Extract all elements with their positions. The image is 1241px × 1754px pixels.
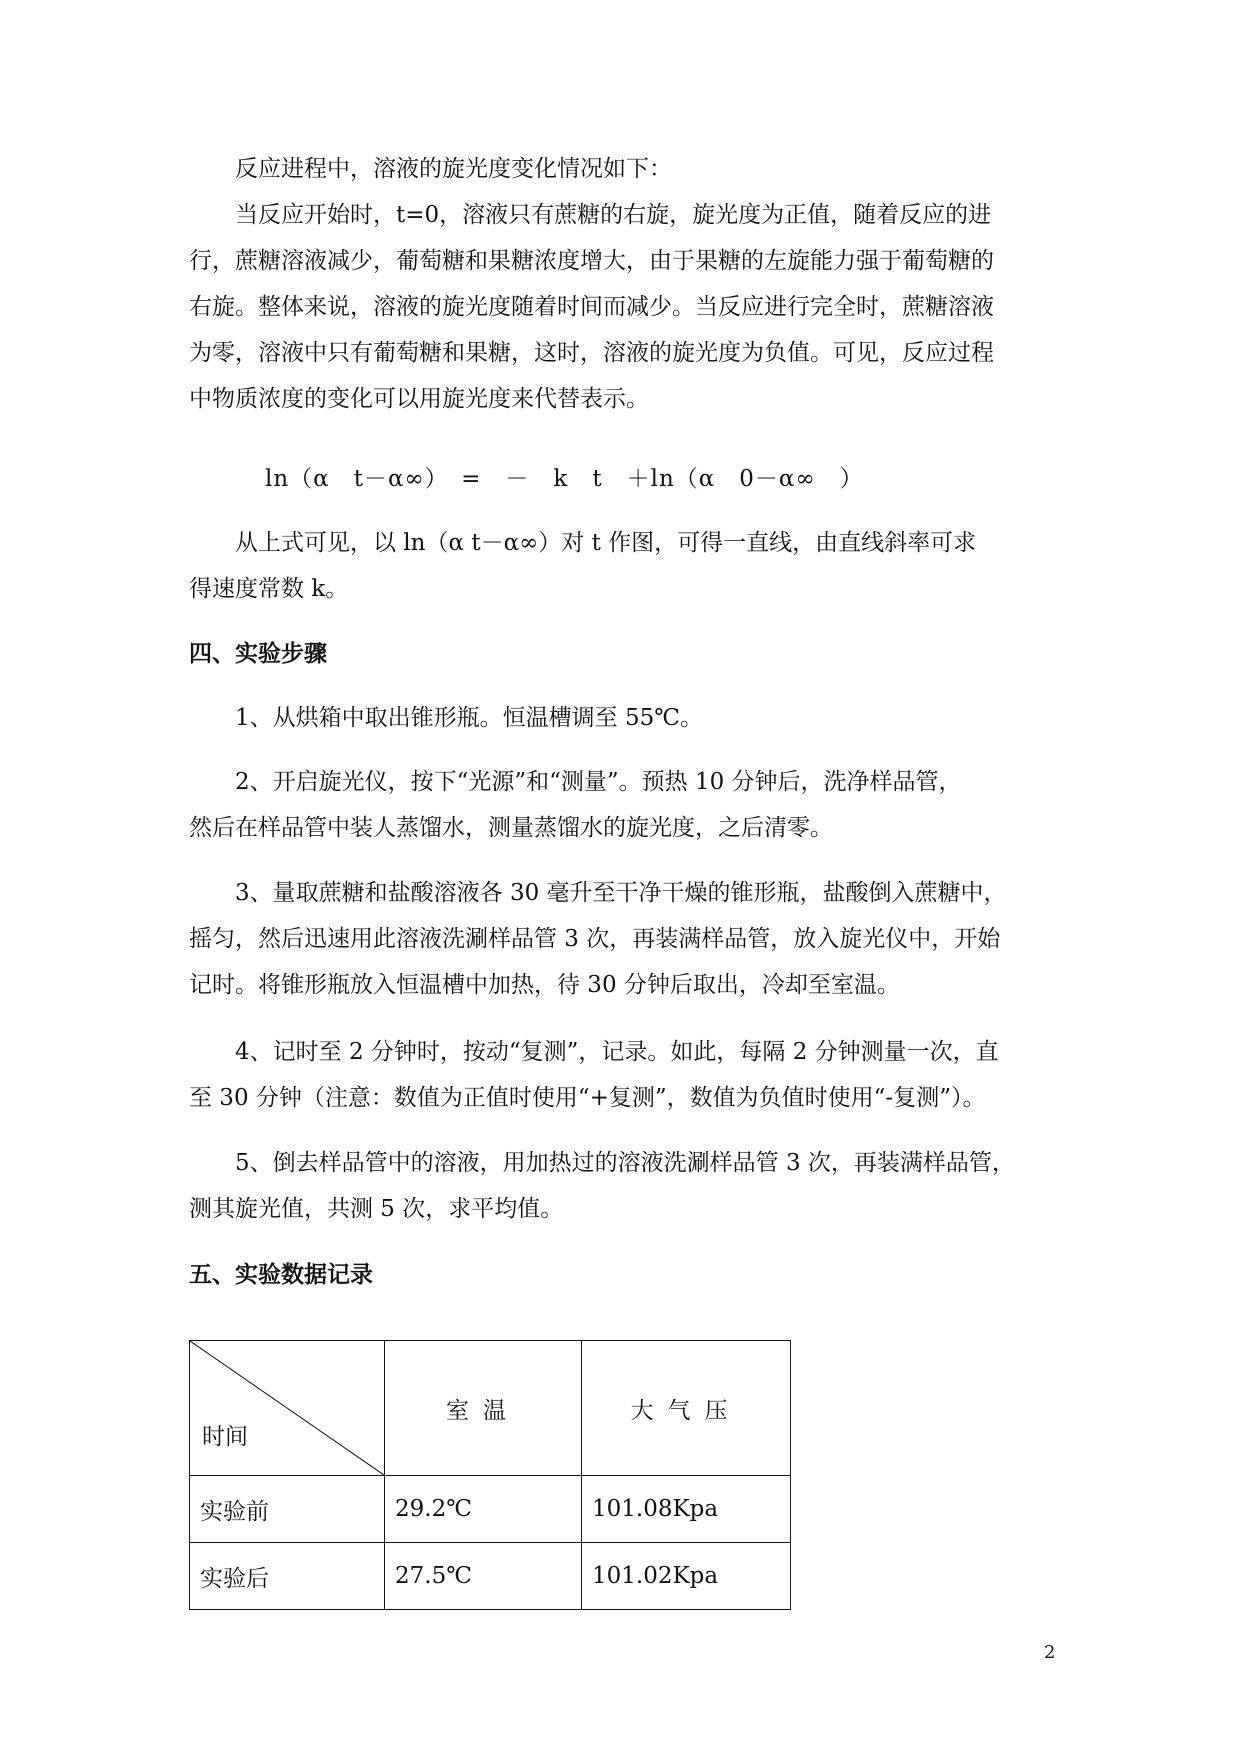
table-row [190, 1476, 791, 1543]
text-line: 中物质浓度的变化可以用旋光度来代替表示。 [189, 386, 649, 412]
paragraph-slope-note [189, 520, 1057, 612]
table-header-row [190, 1341, 791, 1476]
text-line: 右旋。整体来说，溶液的旋光度随着时间而减少。当反应进行完全时，蔗糖溶液 [189, 294, 994, 320]
corner-label-time: 时间 [202, 1424, 248, 1450]
text-line: 当反应开始时，t=0，溶液只有蔗糖的右旋，旋光度为正值，随着反应的进 [235, 202, 992, 228]
cell-room-temp: 27.5℃ [385, 1543, 582, 1610]
section-heading-procedure: 四、实验步骤 [189, 641, 327, 667]
cell-pressure: 101.08Kpa [582, 1476, 791, 1543]
page-number: 2 [1044, 1642, 1056, 1663]
text-line: 测其旋光值，共测 5 次，求平均值。 [189, 1196, 564, 1222]
cell-room-temp: 29.2℃ [385, 1476, 582, 1543]
cell-pressure: 101.02Kpa [582, 1543, 791, 1610]
experiment-data-table [189, 1340, 791, 1610]
text-line: 行，蔗糖溶液减少，葡萄糖和果糖浓度增大，由于果糖的左旋能力强于葡萄糖的 [189, 248, 994, 274]
text-line: 为零，溶液中只有葡萄糖和果糖，这时，溶液的旋光度为负值。可见，反应过程 [189, 340, 994, 366]
procedure-step-2 [189, 759, 1057, 851]
text-line: 4、记时至 2 分钟时，按动“复测”，记录。如此，每隔 2 分钟测量一次，直 [235, 1039, 999, 1065]
text-line: 从上式可见，以 ln（α t－α∞）对 t 作图，可得一直线，由直线斜率可求 [235, 530, 977, 556]
paragraph-intro [189, 146, 1057, 192]
diagonal-divider [190, 1341, 384, 1475]
paragraph-rotation-explanation [189, 192, 1057, 422]
procedure-step-4 [189, 1029, 1057, 1121]
table-row [190, 1543, 791, 1610]
text-line: 得速度常数 k。 [189, 576, 349, 602]
rate-equation-formula: ln（α t－α∞） = － k t ＋ln（α 0－α∞ ） [265, 466, 864, 492]
text-line: 然后在样品管中装人蒸馏水，测量蒸馏水的旋光度，之后清零。 [189, 815, 833, 841]
procedure-step-1 [189, 695, 1057, 741]
procedure-step-3 [189, 870, 1057, 1008]
row-label: 实验后 [190, 1543, 385, 1610]
column-header-room-temp: 室温 [385, 1341, 582, 1476]
text-line: 2、开启旋光仪，按下“光源”和“测量”。预热 10 分钟后，洗净样品管， [235, 769, 962, 795]
text-line: 反应进程中，溶液的旋光度变化情况如下： [235, 156, 672, 182]
text-line: 至 30 分钟（注意：数值为正值时使用“+复测”，数值为负值时使用“-复测”）。 [189, 1085, 986, 1111]
text-line: 3、量取蔗糖和盐酸溶液各 30 毫升至干净干燥的锥形瓶，盐酸倒入蔗糖中， [235, 880, 1007, 906]
text-line: 1、从烘箱中取出锥形瓶。恒温槽调至 55℃。 [235, 705, 703, 731]
section-heading-data-record: 五、实验数据记录 [189, 1262, 373, 1288]
table-corner-cell [190, 1341, 385, 1476]
procedure-step-5 [189, 1140, 1057, 1232]
text-line: 5、倒去样品管中的溶液，用加热过的溶液洗涮样品管 3 次，再装满样品管， [235, 1150, 1015, 1176]
text-line: 摇匀，然后迅速用此溶液洗涮样品管 3 次，再装满样品管，放入旋光仪中，开始 [189, 926, 1001, 952]
row-label: 实验前 [190, 1476, 385, 1543]
text-line: 记时。将锥形瓶放入恒温槽中加热，待 30 分钟后取出，冷却至室温。 [189, 972, 900, 998]
column-header-pressure: 大气压 [582, 1341, 791, 1476]
